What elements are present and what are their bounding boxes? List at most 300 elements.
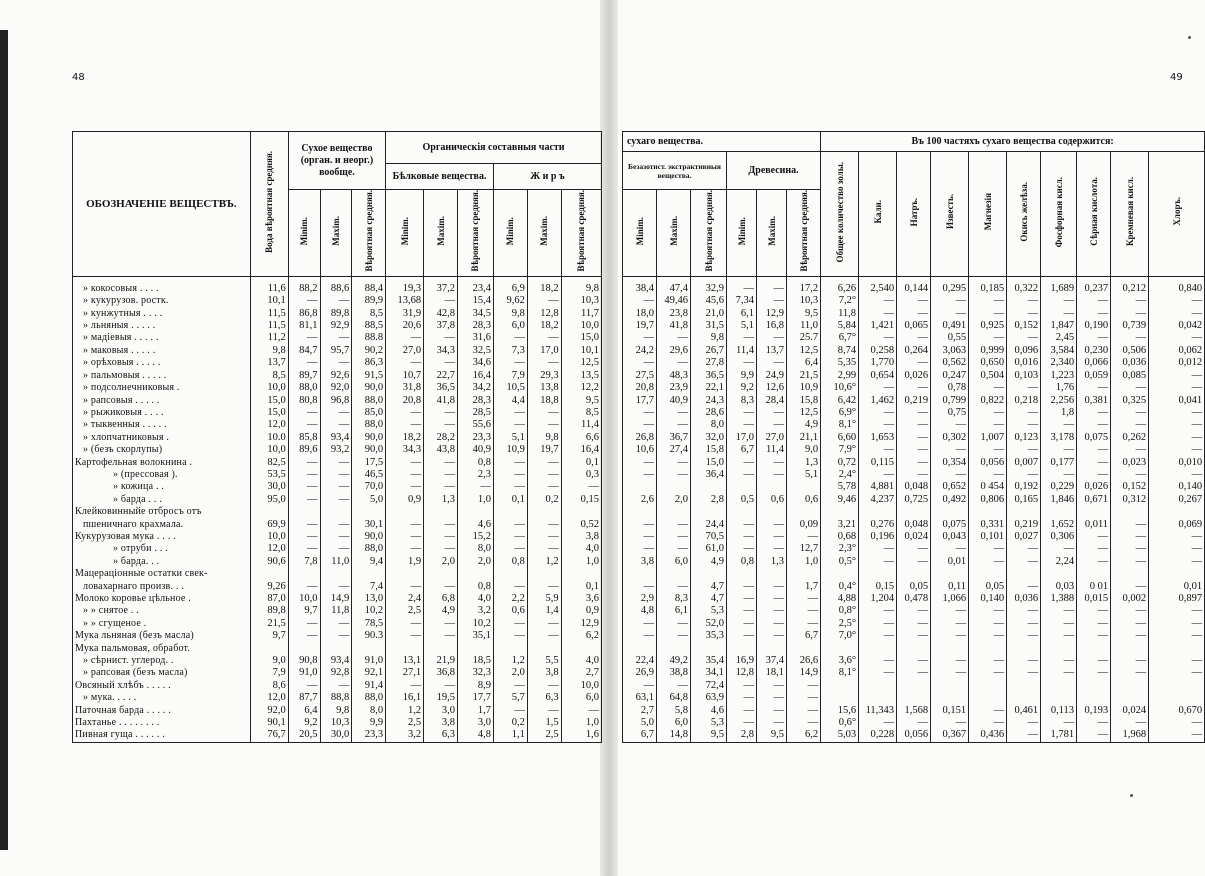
cell-cl: — (1149, 370, 1205, 382)
cell-fmin (493, 506, 527, 518)
cell-ca: — (931, 444, 969, 456)
cell-cl: — (1149, 618, 1205, 630)
cell-ash: 15,6 (821, 705, 859, 717)
table-row (73, 382, 602, 394)
cell-ca: — (931, 605, 969, 617)
cell-p: 0,113 (1041, 705, 1077, 717)
table-row (623, 432, 1205, 444)
cell-dmax: 11,8 (320, 605, 352, 617)
cell-fe: — (1007, 605, 1041, 617)
cell-pp: 28,5 (458, 407, 494, 419)
cell-fe: 0,103 (1007, 370, 1041, 382)
cell-dmax: 14,9 (320, 593, 352, 605)
cell-cl: 0,042 (1149, 320, 1205, 332)
fat-probable-header: Вѣроятная средняя. (561, 190, 601, 277)
cell-p: — (1041, 543, 1077, 555)
cell-s: — (1077, 717, 1111, 729)
substance-name: » мука. . . . . (73, 692, 251, 704)
table-row (623, 320, 1205, 332)
cell-dmax: 95,7 (320, 345, 352, 357)
table-row (73, 717, 602, 729)
cell-cl (1149, 680, 1205, 692)
cell-nmin: — (623, 581, 657, 593)
cell-mg: 0,185 (969, 276, 1007, 295)
cell-dmin: — (288, 494, 320, 506)
cell-fmin: — (493, 705, 527, 717)
cell-ash: 0,4° (821, 581, 859, 593)
cell-s: — (1077, 655, 1111, 667)
cell-ca: — (931, 667, 969, 679)
cell-ash: 2,5° (821, 618, 859, 630)
cell-si: — (1111, 469, 1149, 481)
cell-xmin: — (727, 519, 757, 531)
cell-na: — (897, 667, 931, 679)
substance-name: » подсолнечниковыя . (73, 382, 251, 394)
cell-ca: 0,075 (931, 519, 969, 531)
cell-cl: 0,041 (1149, 395, 1205, 407)
cell-na: — (897, 432, 931, 444)
cell-ash: 7,0° (821, 630, 859, 642)
cell-p: 1,388 (1041, 593, 1077, 605)
cell-w: 8,6 (250, 680, 288, 692)
cell-cl: — (1149, 729, 1205, 742)
cell-xp (787, 568, 821, 580)
cell-k (859, 680, 897, 692)
cell-dmax: — (320, 407, 352, 419)
cell-pmax: — (424, 630, 458, 642)
cell-k (859, 506, 897, 518)
cell-s: — (1077, 407, 1111, 419)
cell-cl: — (1149, 667, 1205, 679)
cell-dp: 86,3 (352, 357, 386, 369)
cell-k: — (859, 618, 897, 630)
table-row (73, 481, 602, 493)
substance-name: » тыквенныя . . . . . (73, 419, 251, 431)
cell-s: 0,059 (1077, 370, 1111, 382)
cell-dp: 46,5 (352, 469, 386, 481)
cell-nmax: 8,3 (657, 593, 691, 605)
cell-mg: — (969, 407, 1007, 419)
cell-ca: — (931, 630, 969, 642)
cell-fe: — (1007, 581, 1041, 593)
table-row (73, 680, 602, 692)
cell-pmin: — (386, 419, 424, 431)
cell-ash: 6,9° (821, 407, 859, 419)
cell-dp: 90,0 (352, 382, 386, 394)
table-row (623, 469, 1205, 481)
cell-xmin: 2,8 (727, 729, 757, 742)
cell-xmax: — (757, 618, 787, 630)
table-row (73, 295, 602, 307)
cell-pmax: — (424, 618, 458, 630)
cell-fmin: 7,9 (493, 370, 527, 382)
fat-header: Ж и р ъ (493, 164, 601, 190)
cell-w: 90,1 (250, 717, 288, 729)
cell-xmax: 28,4 (757, 395, 787, 407)
cell-dmax (320, 568, 352, 580)
cell-nmin: — (623, 407, 657, 419)
cell-nmin: 26,8 (623, 432, 657, 444)
cell-w: 53,5 (250, 469, 288, 481)
cell-dmax: 96,8 (320, 395, 352, 407)
cell-ca: 0,01 (931, 556, 969, 568)
cell-dmin: 9,2 (288, 717, 320, 729)
fibre-header: Древесина. (727, 152, 821, 190)
cell-pmax: 19,5 (424, 692, 458, 704)
cell-pp (458, 568, 494, 580)
cell-p: — (1041, 717, 1077, 729)
cell-dmax: 89,8 (320, 308, 352, 320)
cell-k: — (859, 382, 897, 394)
cell-mg: — (969, 469, 1007, 481)
cell-si: — (1111, 717, 1149, 729)
cell-np: 5,3 (691, 605, 727, 617)
cell-pmax: 3,8 (424, 717, 458, 729)
cell-pmax: 6,3 (424, 729, 458, 742)
cell-xmax: 12,6 (757, 382, 787, 394)
cell-ash: 0,68 (821, 531, 859, 543)
cell-np: 15,8 (691, 444, 727, 456)
cell-nmax: 49,46 (657, 295, 691, 307)
table-row (73, 506, 602, 518)
cell-fp: 10,0 (561, 320, 601, 332)
cell-xmax: 18,1 (757, 667, 787, 679)
cell-xmax: 11,4 (757, 444, 787, 456)
cell-fp (561, 506, 601, 518)
cell-na: — (897, 605, 931, 617)
cell-pmin: 20,8 (386, 395, 424, 407)
cell-xp: 6,2 (787, 729, 821, 742)
cell-si: — (1111, 419, 1149, 431)
cell-cl: — (1149, 308, 1205, 320)
cell-mg: 1,007 (969, 432, 1007, 444)
cell-fp: 12,2 (561, 382, 601, 394)
cell-pmin: — (386, 519, 424, 531)
cell-xmax (757, 643, 787, 655)
cell-k: 11,343 (859, 705, 897, 717)
cell-na: 0,478 (897, 593, 931, 605)
cell-xmin: 8,3 (727, 395, 757, 407)
cell-na (897, 643, 931, 655)
cell-xp: 17,2 (787, 276, 821, 295)
cell-pmax: — (424, 295, 458, 307)
cell-ca (931, 643, 969, 655)
cell-pmax: — (424, 332, 458, 344)
cell-pmin: 10,7 (386, 370, 424, 382)
cell-nmin: — (623, 419, 657, 431)
cell-fe (1007, 692, 1041, 704)
cell-xmin: 7,34 (727, 295, 757, 307)
cell-na: — (897, 630, 931, 642)
cell-pp: 32,3 (458, 667, 494, 679)
cell-k: — (859, 407, 897, 419)
cell-pp: 10,2 (458, 618, 494, 630)
cell-ca: 0,799 (931, 395, 969, 407)
cell-ca: 0,247 (931, 370, 969, 382)
cell-nmax: 23,8 (657, 308, 691, 320)
cell-ash: 5,35 (821, 357, 859, 369)
cell-fp: 1,0 (561, 556, 601, 568)
cell-dmax: 88,6 (320, 276, 352, 295)
cell-na: 0,264 (897, 345, 931, 357)
cell-xmin: 0,5 (727, 494, 757, 506)
cell-nmax: 47,4 (657, 276, 691, 295)
cell-nmin: — (623, 457, 657, 469)
cell-fmax: 19,7 (527, 444, 561, 456)
cell-pmin: 27,1 (386, 667, 424, 679)
cell-pmin: 0,9 (386, 494, 424, 506)
cell-mg: — (969, 605, 1007, 617)
cell-fp: 11,4 (561, 419, 601, 431)
cell-w: 10,0 (250, 382, 288, 394)
cell-nmax: 6,1 (657, 605, 691, 617)
cell-xmin: 6,1 (727, 308, 757, 320)
cell-dmax: 93,4 (320, 432, 352, 444)
table-row (623, 506, 1205, 518)
cell-dmin: 89,7 (288, 370, 320, 382)
cell-mg: — (969, 717, 1007, 729)
cell-cl: — (1149, 444, 1205, 456)
cell-xp: — (787, 717, 821, 729)
cell-k: — (859, 543, 897, 555)
cell-s: — (1077, 457, 1111, 469)
cell-cl: — (1149, 543, 1205, 555)
cell-xmax: — (757, 295, 787, 307)
table-row (623, 630, 1205, 642)
cell-xmin: — (727, 593, 757, 605)
cell-si: — (1111, 407, 1149, 419)
cell-mg: 0,101 (969, 531, 1007, 543)
cell-dmax: — (320, 519, 352, 531)
cell-dmax: 93,4 (320, 655, 352, 667)
cell-fp: — (561, 481, 601, 493)
cell-xp: 4,9 (787, 419, 821, 431)
cell-pmin: — (386, 543, 424, 555)
cell-xp: 12,7 (787, 543, 821, 555)
cell-xp: 9,5 (787, 308, 821, 320)
cell-dmin: 20,5 (288, 729, 320, 742)
cell-fe (1007, 568, 1041, 580)
cell-fmax: — (527, 519, 561, 531)
cell-k: 0,228 (859, 729, 897, 742)
cell-np: 5,3 (691, 717, 727, 729)
cell-dp (352, 506, 386, 518)
cell-dmax: 11,0 (320, 556, 352, 568)
cell-xp: 21,5 (787, 370, 821, 382)
substance-name: » барда. . . (73, 556, 251, 568)
cell-xmax: 16,8 (757, 320, 787, 332)
cell-fmax: — (527, 531, 561, 543)
cell-ca: — (931, 543, 969, 555)
cell-dp: 23,3 (352, 729, 386, 742)
cell-dmax: — (320, 469, 352, 481)
cell-xp: 15,8 (787, 395, 821, 407)
cell-mg: 0,436 (969, 729, 1007, 742)
cell-cl: 0,062 (1149, 345, 1205, 357)
cell-fmin: — (493, 419, 527, 431)
cell-k: — (859, 295, 897, 307)
cell-w: 10,0 (250, 444, 288, 456)
cell-ca: 0,562 (931, 357, 969, 369)
cell-s: 0,026 (1077, 481, 1111, 493)
cell-ash: 6,60 (821, 432, 859, 444)
cell-pmax: 36,5 (424, 382, 458, 394)
cell-fp: 0,52 (561, 519, 601, 531)
cell-dmin: — (288, 407, 320, 419)
table-row (73, 370, 602, 382)
cell-fp: 3,8 (561, 531, 601, 543)
cell-xmin: — (727, 457, 757, 469)
cell-cl (1149, 692, 1205, 704)
cell-ash: 5,84 (821, 320, 859, 332)
cell-k: 1,204 (859, 593, 897, 605)
cell-xmax: — (757, 332, 787, 344)
cell-nmin: — (623, 630, 657, 642)
table-row (623, 618, 1205, 630)
cell-dp: 8,5 (352, 308, 386, 320)
substance-name: » хлопчатниковыя . (73, 432, 251, 444)
cell-mg: 0 454 (969, 481, 1007, 493)
cell-fp: 10,0 (561, 680, 601, 692)
cell-nmax: — (657, 581, 691, 593)
cell-p: — (1041, 605, 1077, 617)
cell-nmin: 2,6 (623, 494, 657, 506)
cell-si: 0,506 (1111, 345, 1149, 357)
cell-si: 0,024 (1111, 705, 1149, 717)
cell-pmax: — (424, 519, 458, 531)
cell-s: 0 01 (1077, 581, 1111, 593)
cell-ca: 0,151 (931, 705, 969, 717)
cell-np: 34,1 (691, 667, 727, 679)
cell-k: — (859, 605, 897, 617)
cell-ash: 6,26 (821, 276, 859, 295)
cell-ca: 0,354 (931, 457, 969, 469)
cell-fe: 0,027 (1007, 531, 1041, 543)
cell-np (691, 481, 727, 493)
cell-mg: 0,650 (969, 357, 1007, 369)
cell-k: 0,196 (859, 531, 897, 543)
cell-nmax: 5,8 (657, 705, 691, 717)
sulfuric-acid-header: Сѣрная кислота. (1077, 152, 1111, 277)
fat-max-header: Maxim. (527, 190, 561, 277)
cell-k (859, 692, 897, 704)
cell-s: 0,671 (1077, 494, 1111, 506)
phosphoric-acid-header: Фосфорная кисл. (1041, 152, 1077, 277)
cell-na: — (897, 407, 931, 419)
cell-pp: 8,0 (458, 543, 494, 555)
substance-name: Кукурузовая мука . . . . (73, 531, 251, 543)
cell-dmax (320, 643, 352, 655)
cell-fmin: — (493, 407, 527, 419)
cell-na: — (897, 618, 931, 630)
cell-mg: — (969, 444, 1007, 456)
cell-na: — (897, 382, 931, 394)
page-number-right: 49 (1170, 72, 1183, 83)
cell-ca (931, 506, 969, 518)
cell-dp: 90,0 (352, 531, 386, 543)
table-row (73, 494, 602, 506)
cell-fp: 12,9 (561, 618, 601, 630)
cell-dmax: 92,8 (320, 667, 352, 679)
cell-fmin: 5,1 (493, 432, 527, 444)
cell-p: 1,223 (1041, 370, 1077, 382)
cell-w: 11,2 (250, 332, 288, 344)
cell-xp: — (787, 618, 821, 630)
cell-fe: — (1007, 419, 1041, 431)
cell-pmax: — (424, 357, 458, 369)
cell-nmax (657, 506, 691, 518)
table-row (73, 543, 602, 555)
cell-ash: 0,6° (821, 717, 859, 729)
cell-p: 2,24 (1041, 556, 1077, 568)
cell-xp: 10,3 (787, 295, 821, 307)
cell-fmax: 13,8 (527, 382, 561, 394)
cell-dp: 7,4 (352, 581, 386, 593)
table-row (73, 276, 602, 295)
cell-fe: — (1007, 295, 1041, 307)
cell-fmin: — (493, 618, 527, 630)
cell-k: 1,653 (859, 432, 897, 444)
cell-fe: — (1007, 407, 1041, 419)
table-row (73, 345, 602, 357)
cell-k: 1,770 (859, 357, 897, 369)
cell-dmin: 91,0 (288, 667, 320, 679)
table-row (73, 581, 602, 593)
cell-dp: 89,9 (352, 295, 386, 307)
cell-p: — (1041, 630, 1077, 642)
cell-na: — (897, 655, 931, 667)
cell-pmin: — (386, 618, 424, 630)
cell-mg (969, 568, 1007, 580)
right-page (606, 0, 1203, 876)
cell-nmax: — (657, 531, 691, 543)
cell-w: 90,6 (250, 556, 288, 568)
nfe-probable-header: Вѣроятная средняя. (691, 190, 727, 277)
dry-matter-continued-header: сухаго вещества. (623, 132, 821, 152)
cell-w: 10,0 (250, 531, 288, 543)
cell-pp: 17,7 (458, 692, 494, 704)
cell-p: 1,8 (1041, 407, 1077, 419)
cell-si: 0,212 (1111, 276, 1149, 295)
cell-dmax: — (320, 581, 352, 593)
cell-pp: 0,8 (458, 581, 494, 593)
cell-cl (1149, 506, 1205, 518)
cell-fe: — (1007, 332, 1041, 344)
cell-si (1111, 568, 1149, 580)
cell-na: 1,568 (897, 705, 931, 717)
cell-nmin: 38,4 (623, 276, 657, 295)
table-row (73, 432, 602, 444)
cell-fp: 1,0 (561, 717, 601, 729)
cell-fmin (493, 643, 527, 655)
cell-nmax (657, 643, 691, 655)
cell-pmax: 36,8 (424, 667, 458, 679)
cell-fmax: 12,8 (527, 308, 561, 320)
cell-k (859, 643, 897, 655)
cell-s (1077, 643, 1111, 655)
chlorine-header: Хлоръ. (1149, 152, 1205, 277)
cell-mg: 0,05 (969, 581, 1007, 593)
cell-nmax: — (657, 543, 691, 555)
cell-nmin (623, 481, 657, 493)
cell-fp: 12,5 (561, 357, 601, 369)
cell-pmax: 6,8 (424, 593, 458, 605)
cell-pmax: 42,8 (424, 308, 458, 320)
cell-fp: 0,3 (561, 469, 601, 481)
cell-dp: 70,0 (352, 481, 386, 493)
cell-fmax: 3,8 (527, 667, 561, 679)
cell-pmax: — (424, 419, 458, 431)
